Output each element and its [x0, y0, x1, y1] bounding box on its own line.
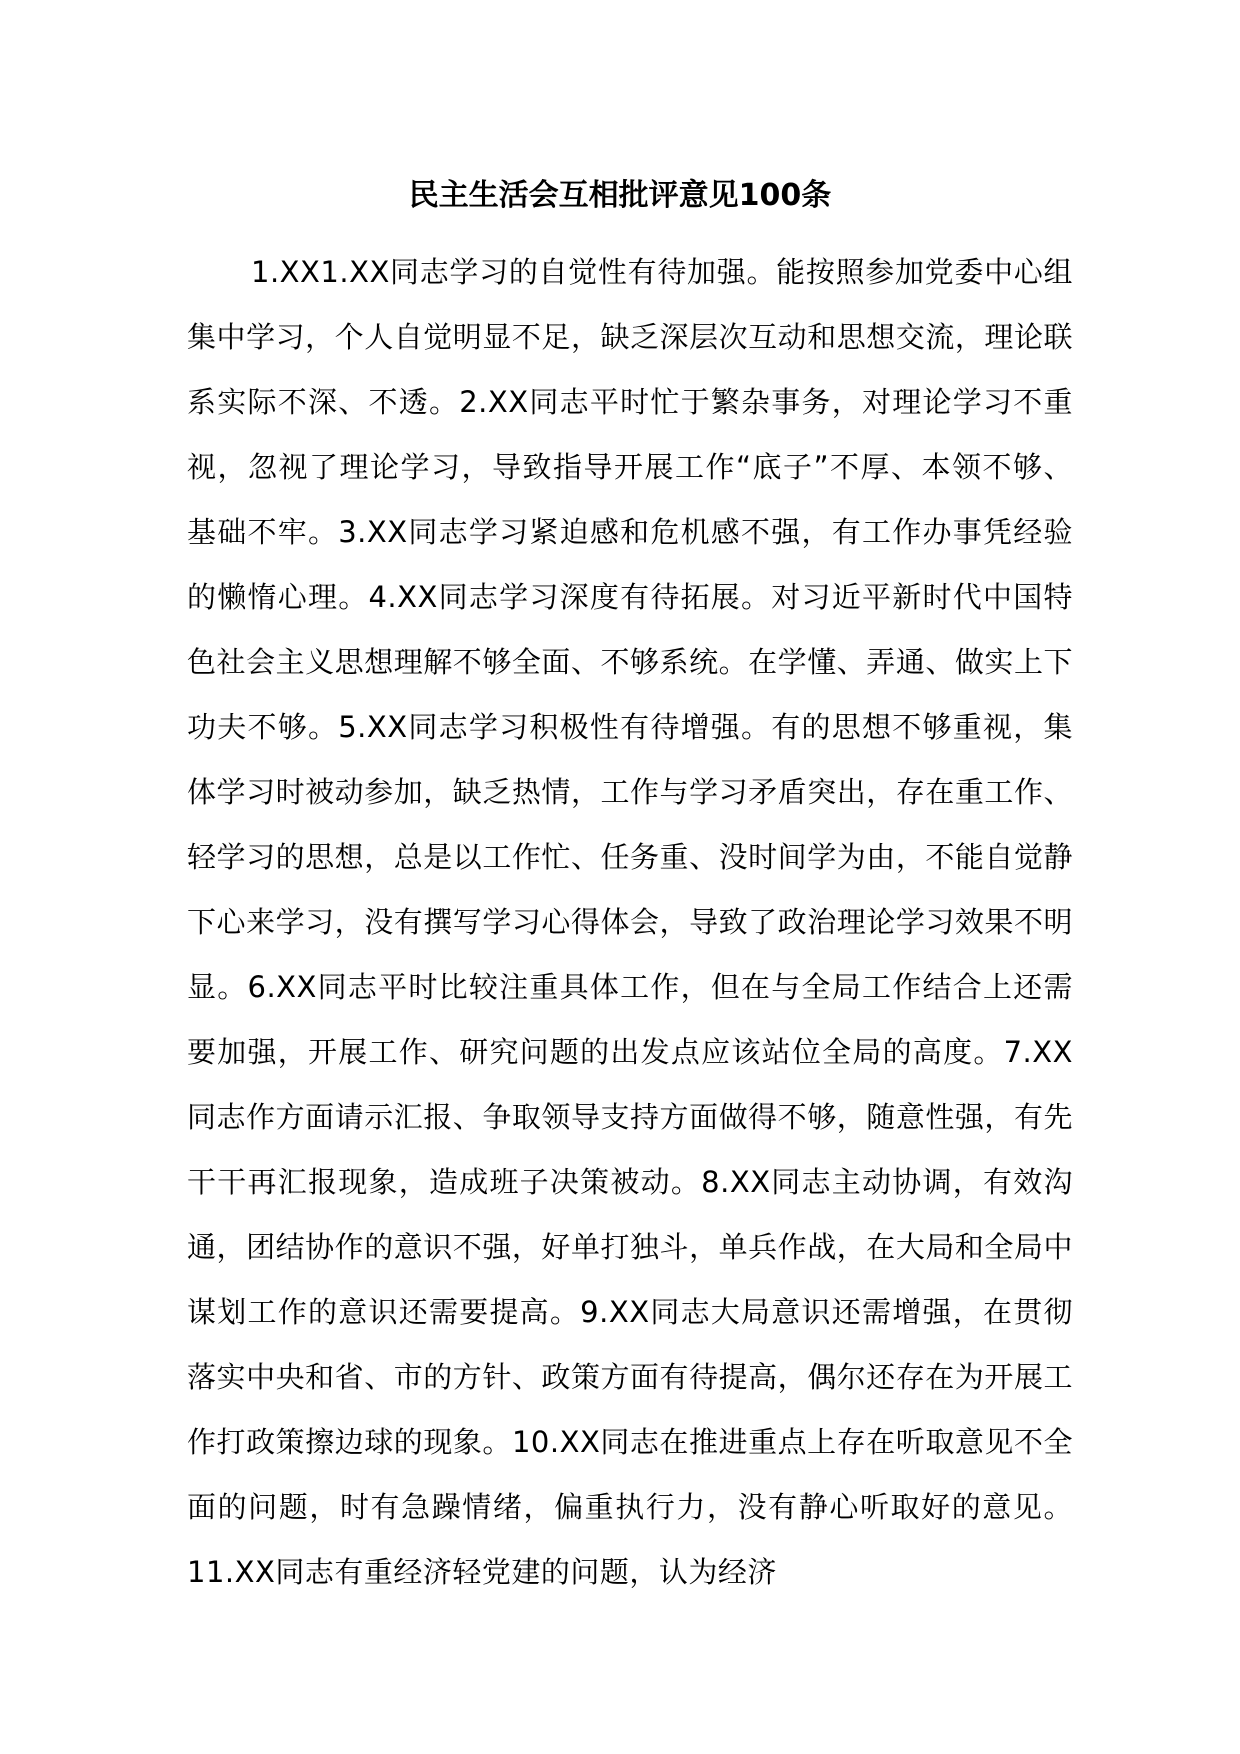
document-body-paragraph: 1.XX1.XX同志学习的自觉性有待加强。能按照参加党委中心组集中学习，个人自觉明显不足，缺乏深层次互动和思想交流，理论联系实际不深、不透。2.XX同志平时忙于繁杂事务，对理论学习不重视，忽视了理论学习，导致指导开展工作“底子”不厚、本领不够、基础不牢。3.XX同志学习紧迫感和危机感不强，有工作办事凭经验的懒惰心理。4.XX同志学习深度有待拓展。对习近平新时代中国特色社会主义思想理解不够全面、不够系统。在学懂、弄通、做实上下功夫不够。5.XX同志学习积极性有待增强。有的思想不够重视，集体学习时被动参加，缺乏热情，工作与学习矛盾突出，存在重工作、轻学习的思想，总是以工作忙、任务重、没时间学为由，不能自觉静下心来学习，没有撰写学习心得体会，导致了政治理论学习效果不明显。6.XX同志平时比较注重具体工作，但在与全局工作结合上还需要加强，开展工作、研究问题的出发点应该站位全局的高度。7.XX同志作方面请示汇报、争取领导支持方面做得不够，随意性强，有先干干再汇报现象，造成班子决策被动。8.XX同志主动协调，有效沟通，团结协作的意识不强，好单打独斗，单兵作战，在大局和全局中谋划工作的意识还需要提高。9.XX同志大局意识还需增强，在贯彻落实中央和省、市的方针、政策方面有待提高，偶尔还存在为开展工作打政策擦边球的现象。10.XX同志在推进重点上存在听取意见不全面的问题，时有急躁情绪，偏重执行力，没有静心听取好的意见。11.XX同志有重经济轻党建的问题，认为经济	[187, 255, 1073, 1589]
document-title: 民主生活会互相批评意见100条	[408, 178, 832, 213]
